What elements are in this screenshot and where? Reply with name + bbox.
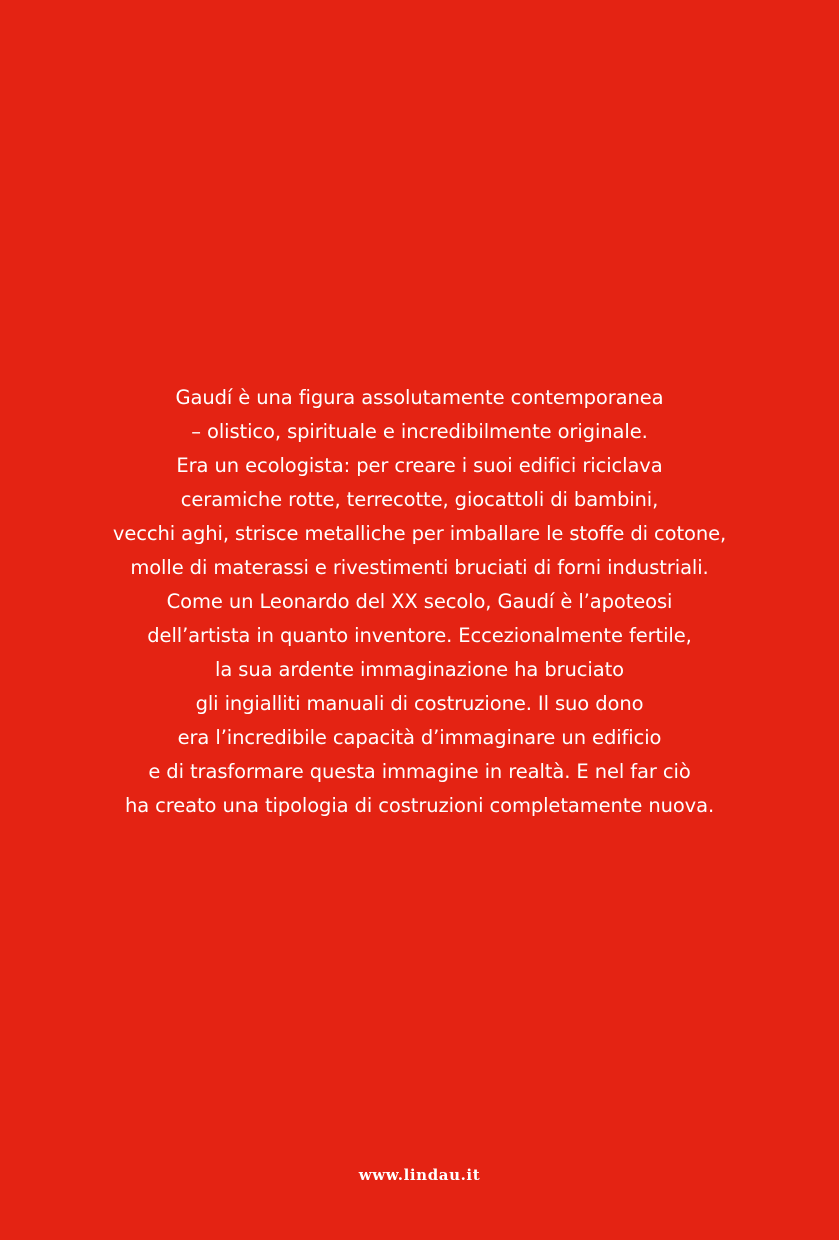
publisher-website: www.lindau.it <box>358 1166 481 1184</box>
blurb-line: – olistico, spirituale e incredibilmente originale. <box>191 420 648 443</box>
blurb-line: ceramiche rotte, terrecotte, giocattoli di bambini, <box>180 488 659 511</box>
blurb-line: Come un Leonardo del XX secolo, Gaudí è l’apoteosi <box>166 590 673 613</box>
blurb-line: Era un ecologista: per creare i suoi edifici riciclava <box>176 454 663 477</box>
blurb-line: vecchi aghi, strisce metalliche per imballare le stoffe di cotone, <box>112 522 727 545</box>
blurb-line: dell’artista in quanto inventore. Eccezionalmente fertile, <box>147 624 692 647</box>
cover-blurb <box>0 381 839 823</box>
blurb-line: ha creato una tipologia di costruzioni completamente nuova. <box>124 794 715 817</box>
blurb-line: Gaudí è una figura assolutamente contemporanea <box>175 386 664 409</box>
blurb-line: gli ingialliti manuali di costruzione. Il suo dono <box>195 692 644 715</box>
blurb-line: era l’incredibile capacità d’immaginare un edificio <box>177 726 662 749</box>
blurb-line: e di trasformare questa immagine in realtà. E nel far ciò <box>148 760 691 783</box>
blurb-line: molle di materassi e rivestimenti bruciati di forni industriali. <box>130 556 709 579</box>
blurb-line: la sua ardente immaginazione ha bruciato <box>215 658 624 681</box>
